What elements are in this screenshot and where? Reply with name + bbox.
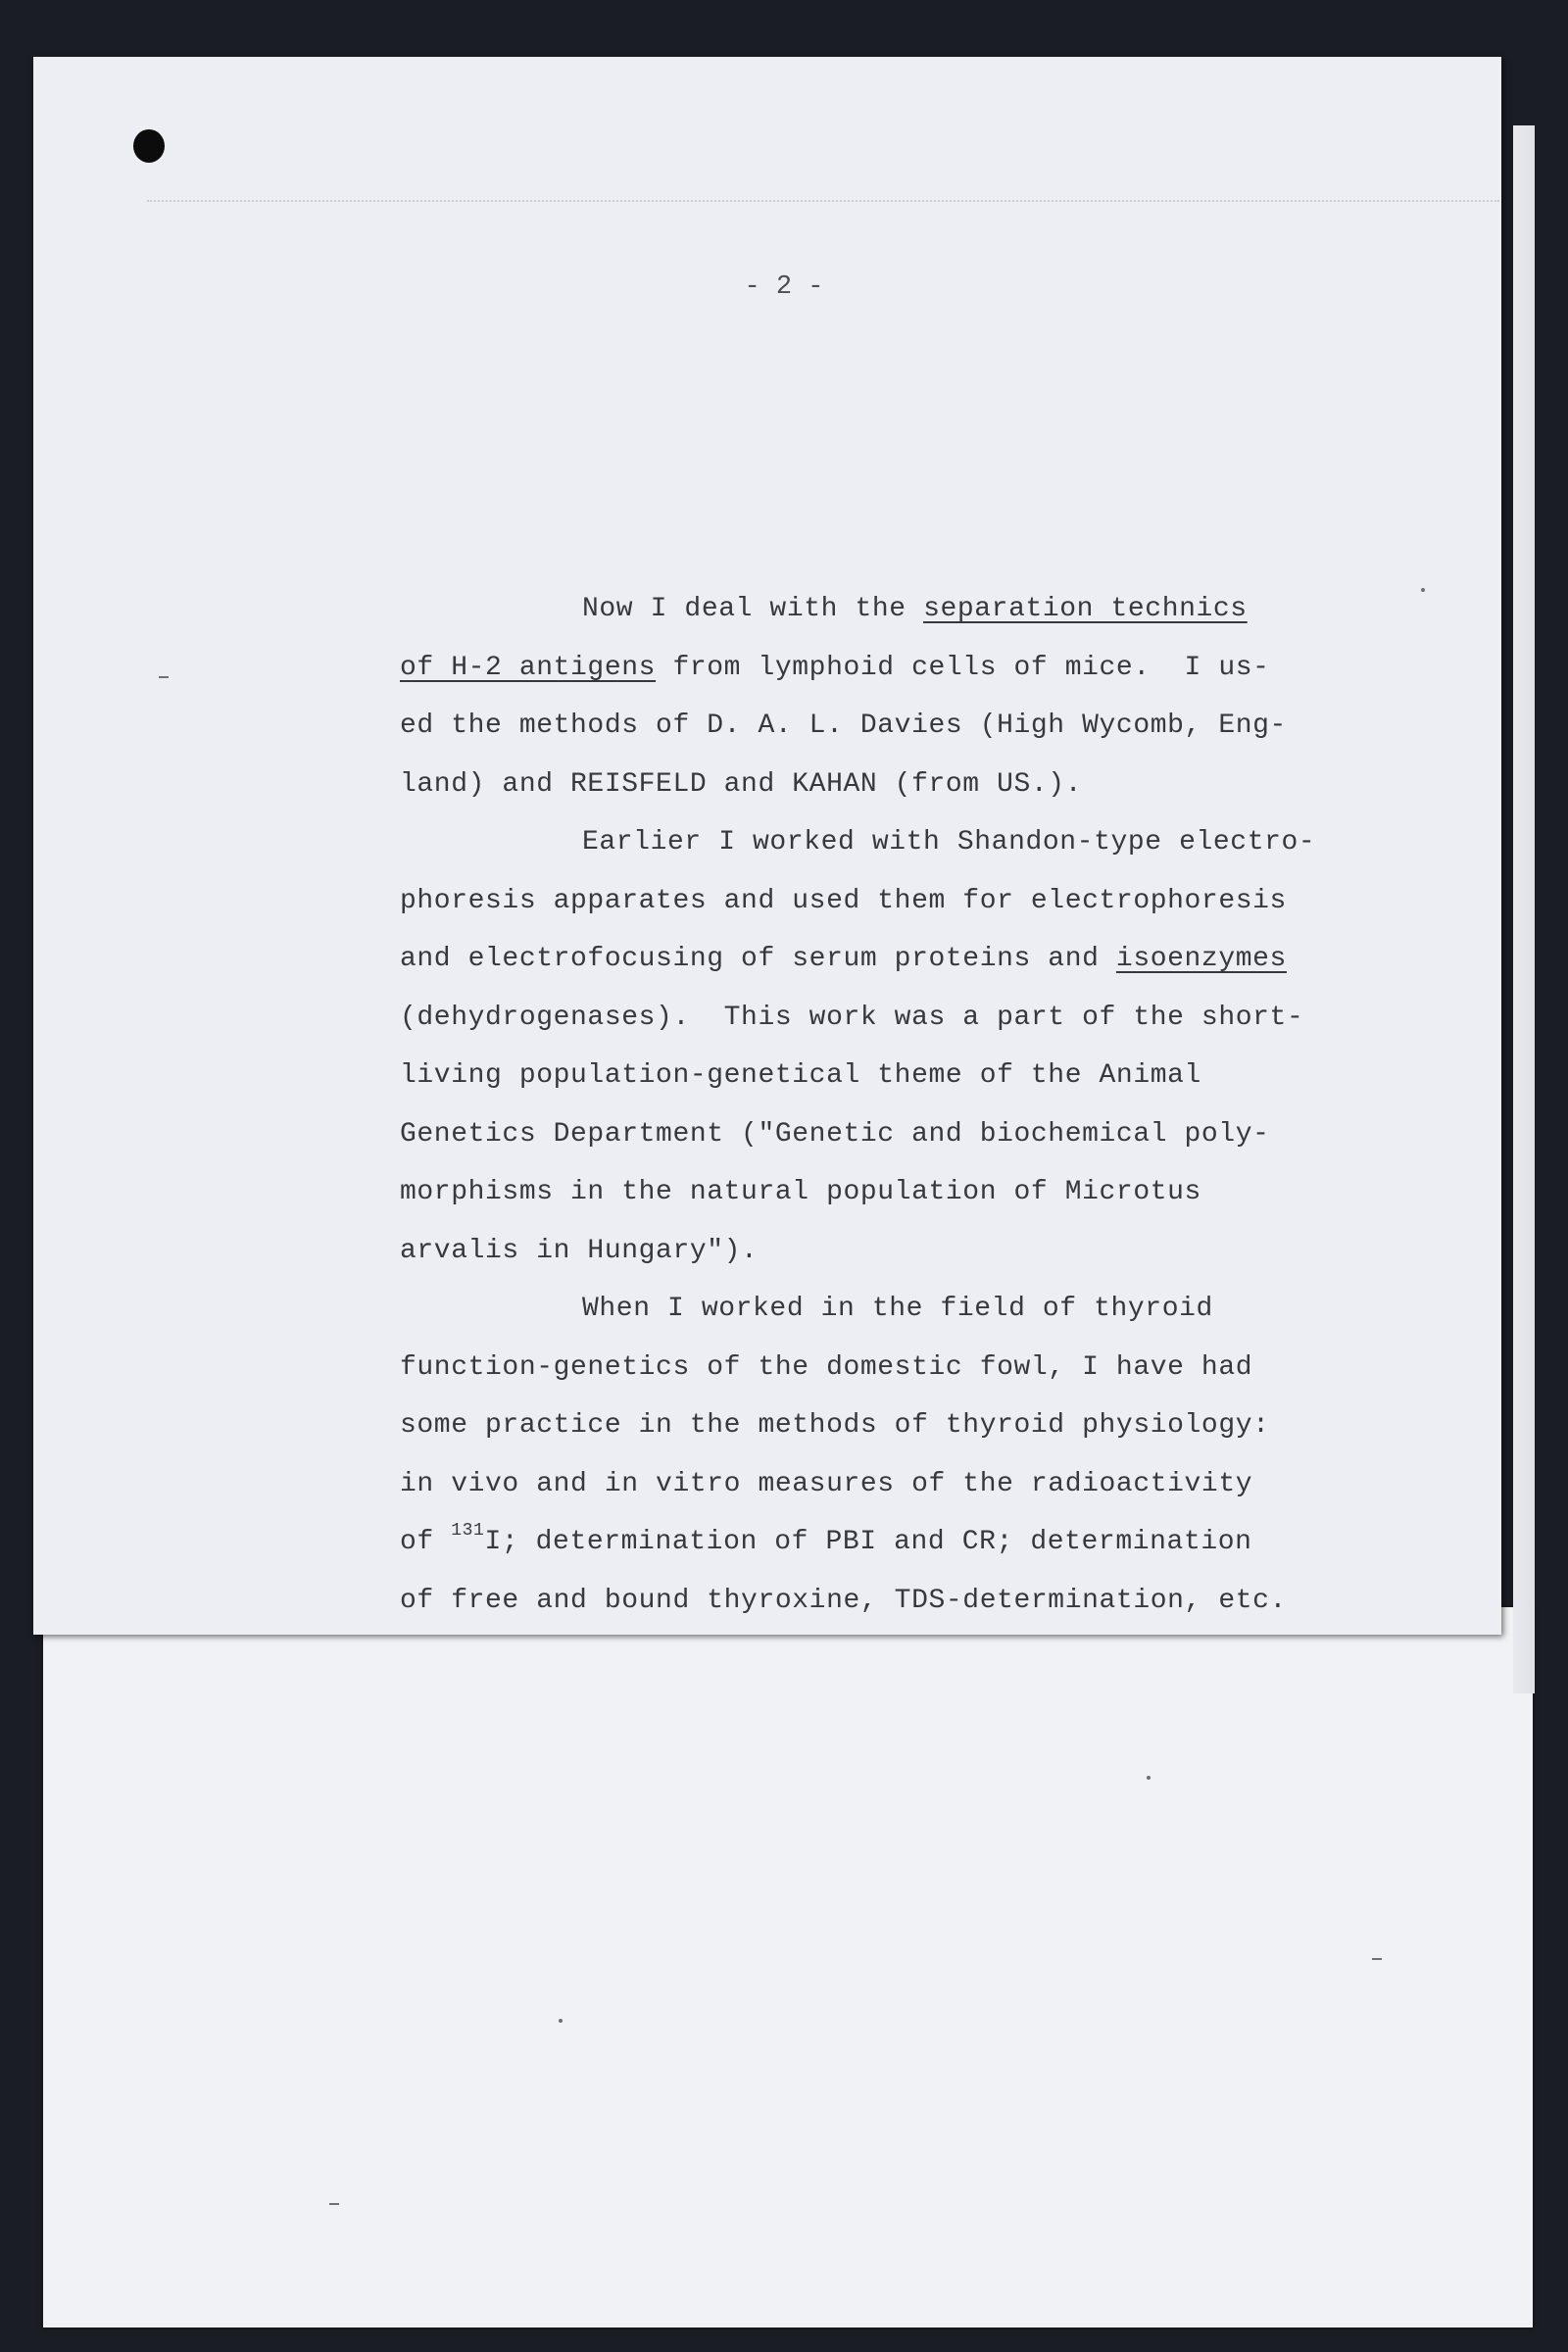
text-line (400, 1280, 1341, 1339)
text-segment: of free and bound thyroxine, TDS-determination, etc. (400, 1585, 1287, 1616)
text-segment: Earlier I worked with Shandon-type electro- (582, 827, 1316, 858)
text-line (400, 639, 1341, 698)
text-segment: (dehydrogenases). This work was a part of the short- (400, 1002, 1304, 1033)
text-segment: living population-genetical theme of the Animal (400, 1060, 1201, 1091)
text-segment: Now I deal with the (582, 594, 924, 624)
stray-mark (559, 2019, 563, 2023)
text-segment: Genetics Department ("Genetic and biochemical poly- (400, 1118, 1270, 1150)
text-line (400, 1396, 1341, 1455)
stray-mark (159, 676, 169, 678)
text-segment: morphisms in the natural population of Microtus (400, 1177, 1201, 1207)
text-segment: from lymphoid cells of mice. I us- (656, 652, 1270, 683)
text-line (400, 872, 1341, 931)
underlying-sheet (43, 1607, 1533, 2328)
paragraph (400, 580, 1341, 813)
punch-hole (133, 129, 165, 163)
text-line (400, 989, 1341, 1048)
text-line (400, 930, 1341, 989)
text-line (400, 1339, 1341, 1397)
page-number: - 2 - (744, 272, 824, 302)
superscript-text: 131 (451, 1521, 485, 1541)
paragraph (400, 813, 1341, 1280)
underlined-text: of H-2 antigens (400, 652, 657, 683)
text-line (400, 1572, 1341, 1631)
paragraph (400, 1280, 1341, 1630)
text-line (400, 1513, 1341, 1572)
text-line (400, 1222, 1341, 1281)
text-line (400, 813, 1341, 872)
text-line (400, 580, 1341, 639)
text-segment: land) and REISFELD and KAHAN (from US.). (400, 768, 1083, 800)
text-segment: When I worked in the field of thyroid (582, 1294, 1213, 1324)
text-segment: function-genetics of the domestic fowl, I have had (400, 1351, 1253, 1383)
text-segment: and electrofocusing of serum proteins and (400, 944, 1116, 974)
letter-body (400, 580, 1341, 1630)
text-segment: in vivo and in vitro measures of the radioactivity (400, 1468, 1253, 1499)
text-line (400, 756, 1341, 814)
underlined-text: separation technics (923, 594, 1248, 624)
text-line (400, 1163, 1341, 1222)
text-segment: arvalis in Hungary"). (400, 1235, 759, 1266)
text-segment: ed the methods of D. A. L. Davies (High Wycomb, Eng- (400, 710, 1287, 741)
text-line (400, 1455, 1341, 1514)
text-segment: I; determination of PBI and CR; determination (484, 1527, 1252, 1557)
stray-mark (1147, 1776, 1151, 1780)
fold-line (147, 200, 1499, 202)
stray-mark (1421, 588, 1425, 592)
text-segment: of (400, 1527, 452, 1557)
stray-mark (1372, 1958, 1382, 1960)
underlined-text: isoenzymes (1115, 944, 1287, 974)
text-segment: phoresis apparates and used them for electrophoresis (400, 885, 1287, 916)
text-segment: some practice in the methods of thyroid physiology: (400, 1410, 1270, 1441)
text-line (400, 1105, 1341, 1164)
text-line (400, 697, 1341, 756)
stray-mark (329, 2203, 339, 2205)
text-line (400, 1047, 1341, 1105)
page-edge (1513, 125, 1535, 1693)
